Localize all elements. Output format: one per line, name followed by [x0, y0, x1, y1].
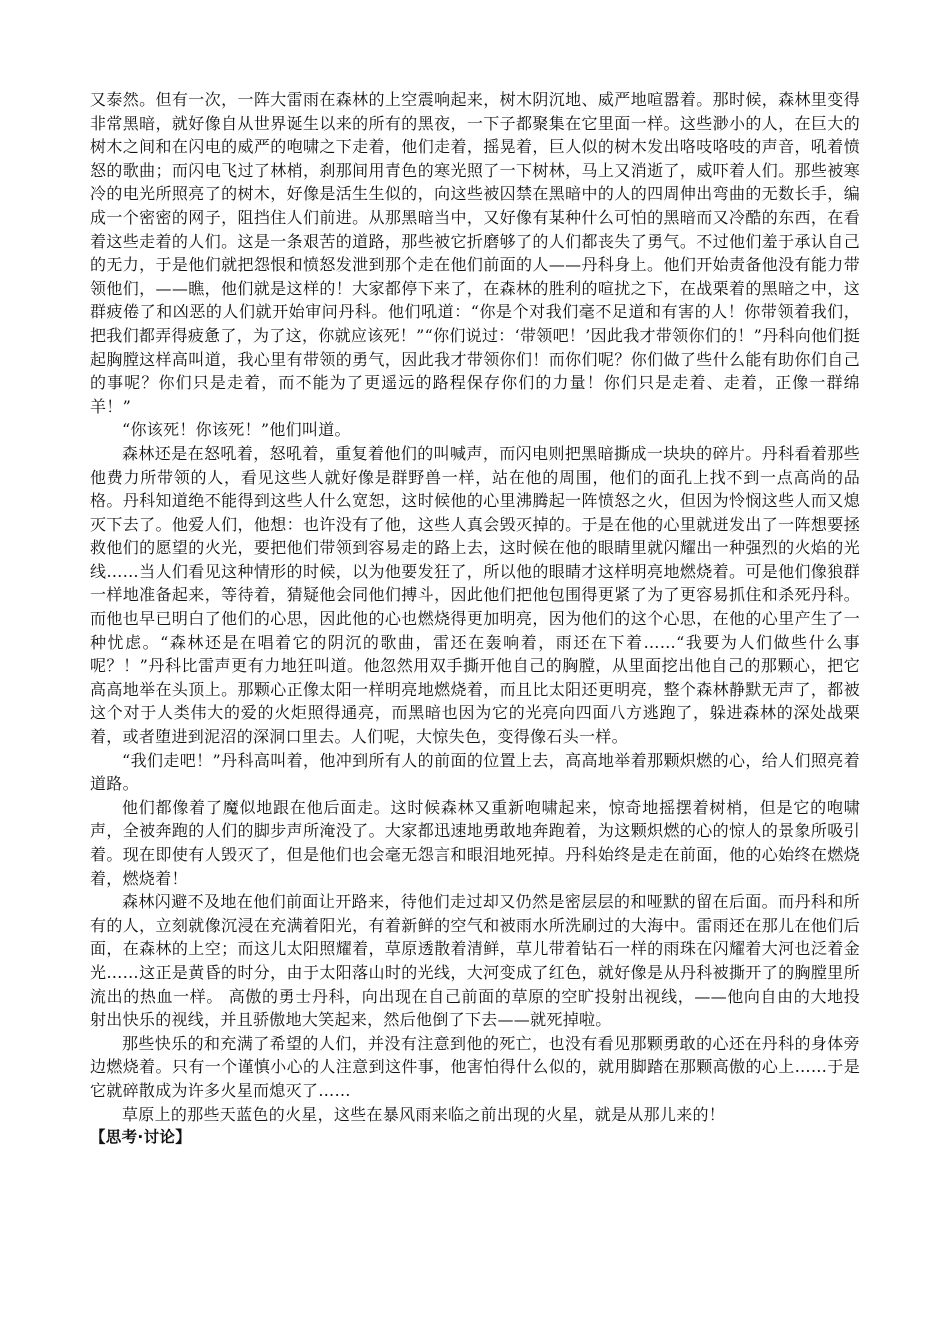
- paragraph-8: 草原上的那些天蓝色的火星，这些在暴风雨来临之前出现的火星，就是从那儿来的！: [122, 1104, 726, 1124]
- paragraph-2: “你该死！你该死！”他们叫道。: [122, 420, 351, 440]
- paragraph-1: 又泰然。但有一次，一阵大雷雨在森林的上空震响起来，树木阴沉地、威严地喧嚣着。那时候，森林里变得非常黑暗，就好像自从世界诞生以来的所有的黑夜，一下子都聚集在它里面一样。这些渺小的人，在巨大的树木之间和在闪电的威严的咆啸之下走着，他们走着，摇晃着，巨人似的树木发出咯吱咯吱的声音，吼着愤怒的歌曲；而闪电飞过了林梢，刹那间用青色的寒光照了一下树林，马上又消逝了，威吓着人们。那些被寒冷的电光所照亮了的树木，好像是活生生似的，向这些被囚禁在黑暗中的人的四周伸出弯曲的无数长手，编成一个密密的网子，阻挡住人们前进。从那黑暗当中，又好像有某种什么可怕的黑暗而又冷酷的东西，在看着这些走着的人们。这是一条艰苦的道路，那些被它折磨够了的人们都丧失了勇气。不过他们羞于承认自己的无力，于是他们就把怨恨和愤怒发泄到那个走在他们前面的人——丹科身上。他们开始责备他没有能力带领他们，——瞧，他们就是这样的！大家都停下来了，在森林的胜利的喧扰之下，在战栗着的黑暗之中，这群疲倦了和凶恶的人们就开始审问丹科。他们吼道：“你是个对我们毫不足道和有害的人！你带领着我们，把我们都弄得疲惫了，为了这，你就应该死！”“你们说过：‘带领吧！’因此我才带领你们的！”丹科向他们挺起胸膛这样高叫道，我心里有带领的勇气，因此我才带领你们！而你们呢？你们做了些什么能有助你们自己的事呢？你们只是走着，而不能为了更遥远的路程保存你们的力量！你们只是走着、走着，正像一群绵羊！”: [90, 90, 860, 416]
- document-body: [90, 88, 860, 1150]
- paragraph-3: 森林还是在怒吼着，怒吼着，重复着他们的叫喊声，而闪电则把黑暗撕成一块块的碎片。丹科看着那些他费力所带领的人，看见这些人就好像是群野兽一样，站在他的周围，他们的面孔上找不到一点高尚的品格。丹科知道绝不能得到这些人什么宽恕，这时候他的心里沸腾起一阵愤怒之火，但因为怜悯这些人而又熄灭下去了。他爱人们，他想：也许没有了他，这些人真会毁灭掉的。于是在他的心里就迸发出了一阵想要拯救他们的愿望的火光，要把他们带领到容易走的路上去，这时候在他的眼睛里就闪耀出一种强烈的火焰的光线……当人们看见这种情形的时候，以为他要发狂了，所以他的眼睛才这样明亮地燃烧着。可是他们像狼群一样地准备起来，等待着，猜疑他会同他们搏斗，因此他们把他包围得更紧了为了更容易抓住和杀死丹科。而他也早已明白了他们的心思，因此他的心也燃烧得更加明亮，因为他们的这个心思，在他的心里产生了一种忧虑。“森林还是在唱着它的阴沉的歌曲，雷还在轰响着，雨还在下着……“我要为人们做些什么事呢？！”丹科比雷声更有力地狂叫道。他忽然用双手撕开他自己的胸膛，从里面挖出他自己的那颗心，把它高高地举在头顶上。那颗心正像太阳一样明亮地燃烧着，而且比太阳还更明亮，整个森林静默无声了，都被这个对于人类伟大的爱的火炬照得通亮，而黑暗也因为它的光亮向四面八方逃跑了，躲进森林的深处战栗着，或者堕进到泥沼的深洞口里去。人们呢，大惊失色，变得像石头一样。: [90, 443, 860, 747]
- paragraph-6: 森林闪避不及地在他们前面让开路来，待他们走过却又仍然是密层层的和哑默的留在后面。而丹科和所有的人，立刻就像沉浸在充满着阳光，有着新鲜的空气和被雨水所洗刷过的大海中。雷雨还在那儿在他们后面，在森林的上空；而这儿太阳照耀着，草原透散着清鲜，草儿带着钻石一样的雨珠在闪耀着大河也泛着金光……这正是黄昏的时分，由于太阳落山时的光线，大河变成了红色，就好像是从丹科被撕开了的胸膛里所流出的热血一样。 高傲的勇士丹科，向出现在自己前面的草原的空旷投射出视线，——他向自由的大地投射出快乐的视线，并且骄傲地大笑起来，然后他倒了下去——就死掉啦。: [90, 892, 860, 1030]
- paragraph-5: 他们都像着了魔似地跟在他后面走。这时候森林又重新咆啸起来，惊奇地摇摆着树梢，但是它的咆啸声，全被奔跑的人们的脚步声所淹没了。大家都迅速地勇敢地奔跑着，为这颗炽燃的心的惊人的景象所吸引着。现在即使有人毁灭了，但是他们也会毫无怨言和眼泪地死掉。丹科始终是走在前面，他的心始终在燃烧着，燃烧着！: [90, 797, 860, 888]
- section-heading: 【思考·讨论】: [90, 1128, 191, 1147]
- paragraph-7: 那些快乐的和充满了希望的人们，并没有注意到他的死亡，也没有看见那颗勇敢的心还在丹科的身体旁边燃烧着。只有一个谨慎小心的人注意到这件事，他害怕得什么似的，就用脚踏在那颗高傲的心上……于是它就碎散成为许多火星而熄灭了……: [90, 1033, 860, 1100]
- paragraph-4: “我们走吧！”丹科高叫着，他冲到所有人的前面的位置上去，高高地举着那颗炽燃的心，给人们照亮着道路。: [90, 750, 860, 794]
